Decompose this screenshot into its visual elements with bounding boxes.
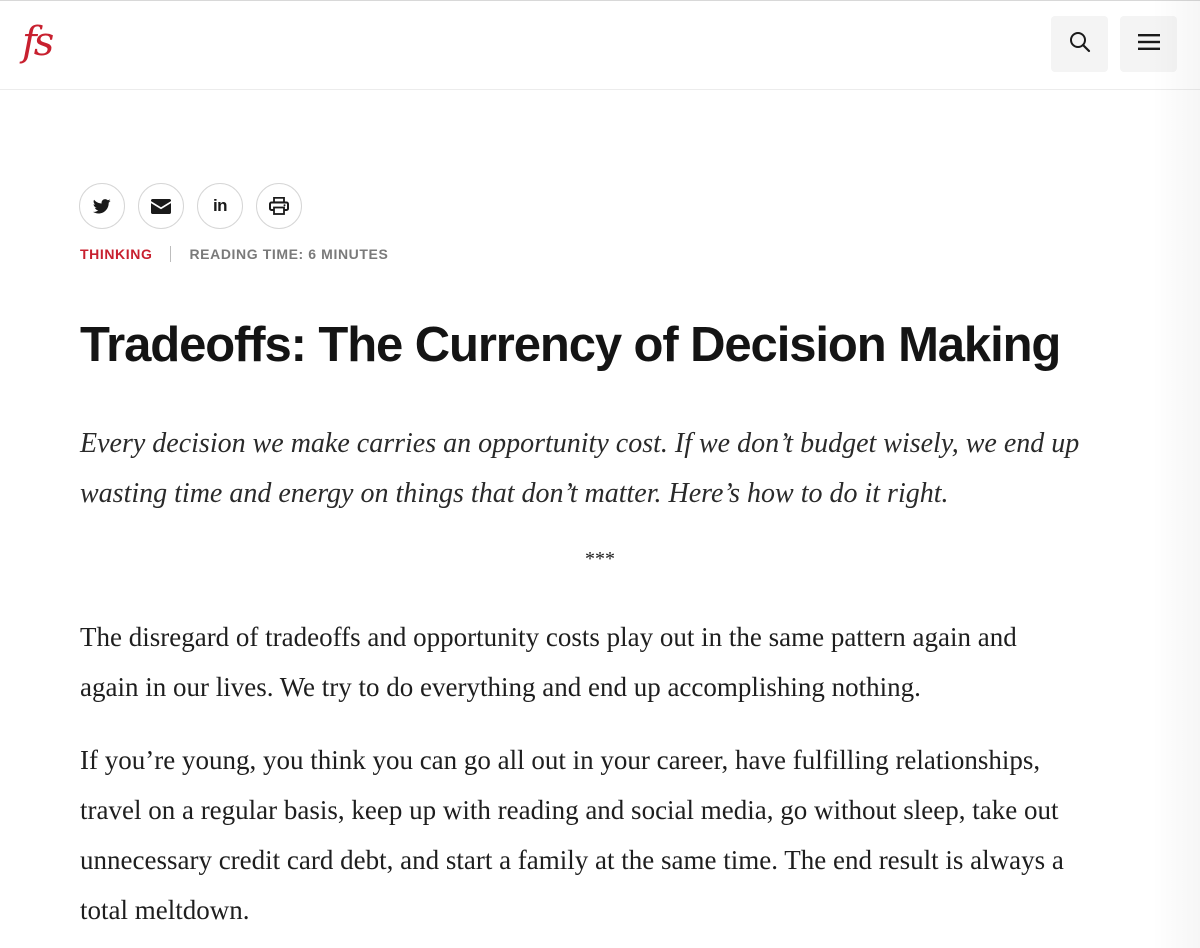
twitter-icon — [93, 199, 111, 214]
body-paragraph — [80, 612, 1120, 712]
share-linkedin-button[interactable] — [197, 183, 243, 229]
article-meta — [80, 244, 388, 264]
hamburger-menu-icon — [1138, 33, 1160, 56]
article-title: Tradeoffs: The Currency of Decision Making — [80, 318, 1061, 372]
share-buttons — [79, 183, 315, 229]
share-twitter-button[interactable] — [79, 183, 125, 229]
intro-line: Every decision we make carries an opportunity cost. If we don’t budget wisely, we end up — [80, 428, 1080, 459]
paragraph-line: again in our lives. We try to do everything and end up accomplishing nothing. — [80, 672, 921, 702]
page-edge-shade — [1152, 0, 1200, 948]
paragraph-line: The disregard of tradeoffs and opportunity costs play out in the same pattern again and — [80, 622, 1017, 652]
category-link[interactable]: THINKING — [80, 246, 153, 262]
section-divider: *** — [585, 548, 615, 570]
reading-time: READING TIME: 6 MINUTES — [189, 246, 389, 262]
share-email-button[interactable] — [138, 183, 184, 229]
linkedin-icon: in — [212, 196, 228, 215]
paragraph-line: unnecessary credit card debt, and start a family at the same time. The end result is always a — [80, 845, 1064, 875]
site-header — [0, 0, 1200, 90]
menu-button[interactable] — [1120, 16, 1177, 72]
search-icon — [1069, 31, 1091, 58]
intro-line: wasting time and energy on things that don’t matter. Here’s how to do it right. — [80, 478, 949, 509]
search-button[interactable] — [1051, 16, 1108, 72]
paragraph-line: travel on a regular basis, keep up with reading and social media, go without sleep, take out — [80, 795, 1059, 825]
email-icon — [151, 199, 171, 214]
article-intro — [80, 419, 1120, 519]
paragraph-line: If you’re young, you think you can go all out in your career, have fulfilling relationships, — [80, 745, 1041, 775]
body-paragraph — [80, 735, 1120, 935]
meta-separator — [170, 246, 171, 262]
print-button[interactable] — [256, 183, 302, 229]
print-icon — [269, 197, 289, 215]
paragraph-line: total meltdown. — [80, 895, 250, 925]
site-logo[interactable]: fs — [22, 19, 52, 65]
